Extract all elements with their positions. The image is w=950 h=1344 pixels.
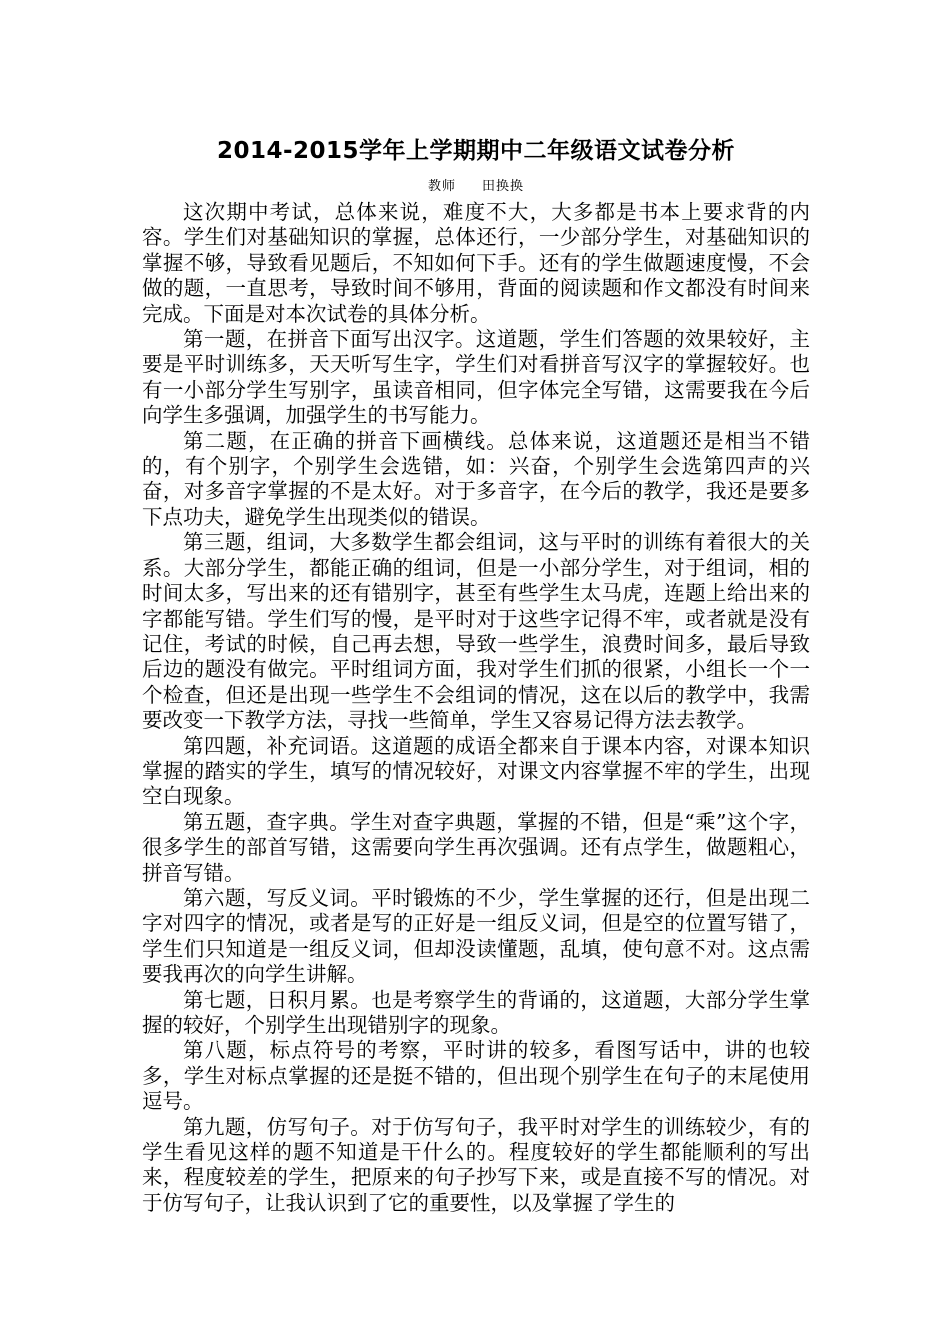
paragraph-question-1: 第一题，在拼音下面写出汉字。这道题，学生们答题的效果较好，主要是平时训练多，天天听写生字，学生们对看拼音写汉字的掌握较好。也有一小部分学生写别字，虽读音相同，但字体完全写错，这需要我在今后向学生多强调，加强学生的书写能力。: [142, 327, 810, 428]
document-title: 2014-2015学年上学期期中二年级语文试卷分析: [216, 138, 736, 164]
paragraph-question-5: 第五题，查字典。学生对查字典题，掌握的不错，但是“乘”这个字，很多学生的部首写错，这需要向学生再次强调。还有点学生，做题粗心，拼音写错。: [142, 809, 810, 885]
paragraph-question-6: 第六题，写反义词。平时锻炼的不少，学生掌握的还行，但是出现二字对四字的情况，或者是写的正好是一组反义词，但是空的位置写错了，学生们只知道是一组反义词，但却没读懂题，乱填，使句意不对。这点需要我再次的向学生讲解。: [142, 885, 810, 987]
author-line: [142, 174, 810, 200]
paragraph-question-3: 第三题，组词，大多数学生都会组词，这与平时的训练有着很大的关系。大部分学生，都能正确的组词，但是一小部分学生，对于组词，相的时间太多，写出来的还有错别字，甚至有些学生太马虎，连题上给出来的字都能写错。学生们写的慢，是平时对于这些字记得不牢，或者就是没有记住，考试的时候，自己再去想，导致一些学生，浪费时间多，最后导致后边的题没有做完。平时组词方面，我对学生们抓的很紧，小组长一个一个检查，但还是出现一些学生不会组词的情况，这在以后的教学中，我需要改变一下教学方法，寻找一些简单，学生又容易记得方法去教学。: [142, 530, 810, 733]
paragraph-question-2: 第二题，在正确的拼音下画横线。总体来说，这道题还是相当不错的，有个别字，个别学生会选错，如：兴奋，个别学生会选第四声的兴奋，对多音字掌握的不是太好。对于多音字，在今后的教学，我还是要多下点功夫，避免学生出现类似的错误。: [142, 428, 810, 529]
author-role: 教师: [427, 179, 456, 194]
document-page: [142, 128, 810, 1216]
paragraph-question-4: 第四题，补充词语。这道题的成语全都来自于课本内容，对课本知识掌握的踏实的学生，填写的情况较好，对课文内容掌握不牢的学生，出现空白现象。: [142, 733, 810, 809]
paragraph-intro: 这次期中考试，总体来说，难度不大，大多都是书本上要求背的内容。学生们对基础知识的掌握，总体还行，一少部分学生，对基础知识的掌握不够，导致看见题后，不知如何下手。还有的学生做题速度慢，不会做的题，一直思考，导致时间不够用，背面的阅读题和作文都没有时间来完成。下面是对本次试卷的具体分析。: [142, 200, 810, 326]
author-name: 田换换: [482, 179, 525, 194]
document-body: [142, 200, 810, 1216]
paragraph-question-9: 第九题，仿写句子。对于仿写句子，我平时对学生的训练较少，有的学生看见这样的题不知道是干什么的。程度较好的学生都能顺利的写出来，程度较差的学生，把原来的句子抄写下来，或是直接不写的情况。对于仿写句子，让我认识到了它的重要性，以及掌握了学生的: [142, 1114, 810, 1215]
paragraph-question-7: 第七题，日积月累。也是考察学生的背诵的，这道题，大部分学生掌握的较好，个别学生出现错别字的现象。: [142, 987, 810, 1037]
paragraph-question-8: 第八题，标点符号的考察，平时讲的较多，看图写话中，讲的也较多，学生对标点掌握的还是挺不错的，但出现个别学生在句子的末尾使用逗号。: [142, 1038, 810, 1114]
